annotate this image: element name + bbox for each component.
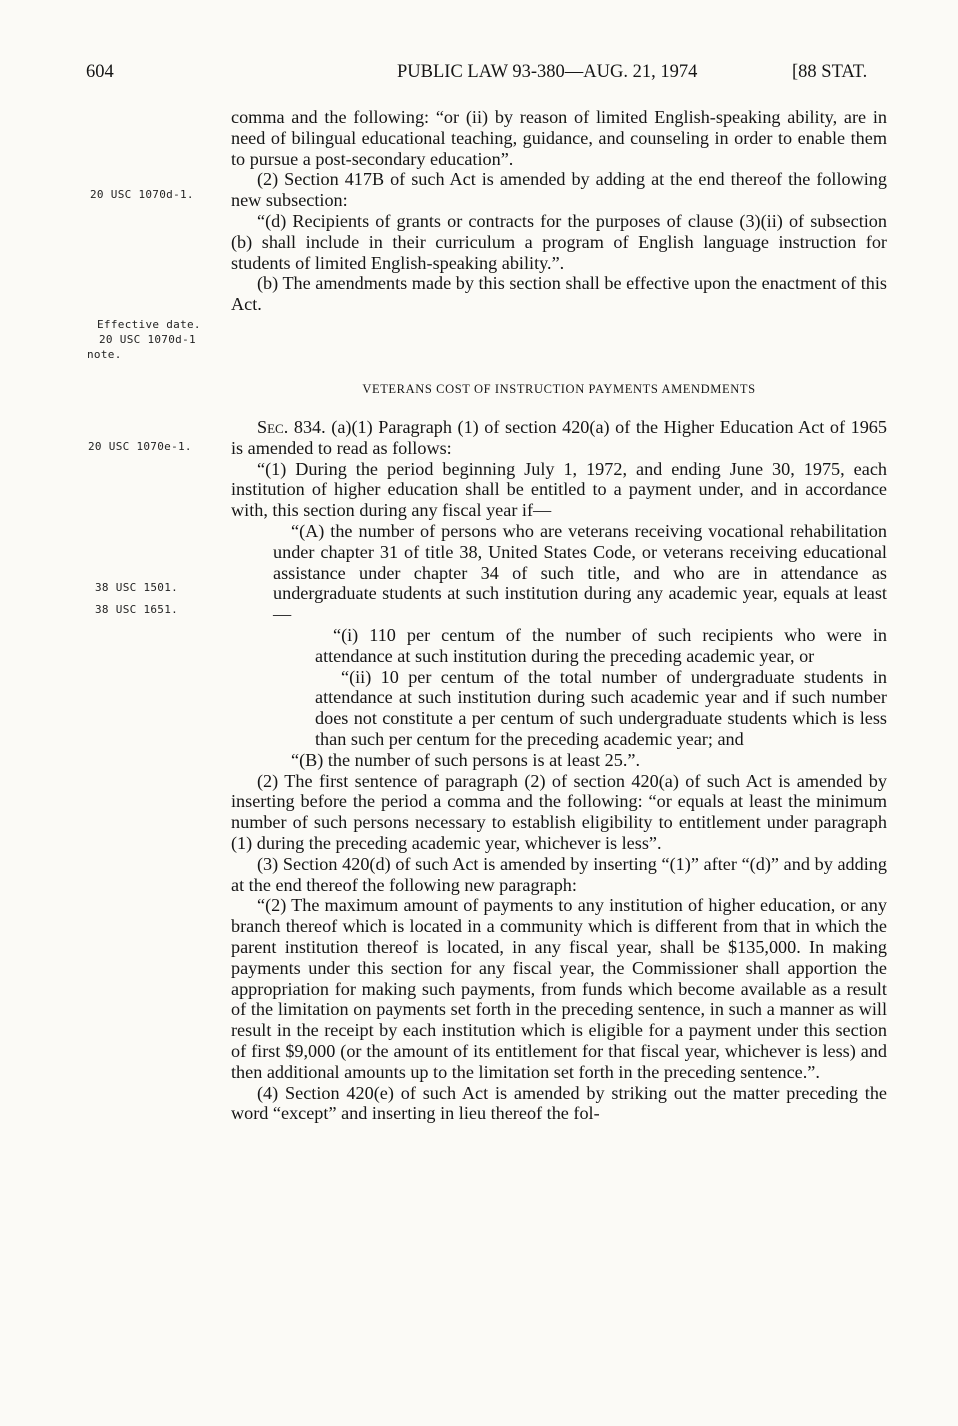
text-block-main	[231, 417, 887, 1124]
paragraph: (2) Section 417B of such Act is amended by adding at the end thereof the following new subsection:	[231, 169, 887, 211]
paragraph: (3) Section 420(d) of such Act is amended by inserting “(1)” after “(d)” and by adding at the end thereof the following new paragraph:	[231, 853, 887, 895]
text-block-top	[231, 107, 887, 315]
section-label: Sec.	[257, 417, 289, 437]
margin-note-38-usc-1651: 38 USC 1651.	[95, 603, 179, 616]
paragraph: Sec. 834. (a)(1) Paragraph (1) of section 420(a) of the Higher Education Act of 1965 is amended to read as follows:	[231, 417, 887, 458]
paragraph: (b) The amendments made by this section shall be effective upon the enactment of this Act.	[231, 273, 887, 315]
paragraph: “(B) the number of such persons is at least 25.”.	[291, 749, 641, 770]
margin-note-usc-1070d-1-cite: 20 USC 1070d-1	[99, 333, 196, 346]
statute-citation: [88 STAT.	[792, 62, 868, 82]
paragraph: “(A) the number of persons who are veterans receiving vocational rehabilitation under chapter 31 of title 38, United States Code, or veterans receiving educational assistance under chapter 34 of such title, and who are in attendance as undergraduate students at such institution during any academic year, equals at least—	[273, 520, 887, 625]
page-header	[0, 62, 958, 84]
paragraph: (2) The first sentence of paragraph (2) of section 420(a) of such Act is amended by inserting before the period a comma and the following: “or equals at least the minimum number of such persons necessary to establish eligibility to entitlement under paragraph (1) during the preceding academic year, whichever is less”.	[231, 770, 887, 853]
margin-note-38-usc-1501: 38 USC 1501.	[95, 581, 179, 594]
margin-note-note: note.	[87, 348, 122, 361]
paragraph: “(1) During the period beginning July 1, 1972, and ending June 30, 1975, each institution of higher education shall be entitled to a payment under, and in accordance with, this section during any fiscal year if—	[231, 458, 887, 521]
paragraph: “(d) Recipients of grants or contracts for the purposes of clause (3)(ii) of subsection (b) shall include in their curriculum a program of English language instruction for students of limited English-speaking ability.”.	[231, 210, 887, 273]
paragraph: (4) Section 420(e) of such Act is amended by striking out the matter preceding the word “except” and inserting in lieu thereof the fol-	[231, 1082, 887, 1124]
paragraph: “(ii) 10 per centum of the total number of undergraduate students in attendance at such institution during such academic year and if such number does not constitute a per centum of such undergraduate students which is less than such per centum for the preceding academic year; and	[315, 666, 887, 749]
page-number: 604	[86, 62, 114, 82]
margin-note-usc-1070d-1: 20 USC 1070d-1.	[90, 188, 194, 201]
running-title: PUBLIC LAW 93-380—AUG. 21, 1974	[397, 62, 698, 82]
margin-note-effective-date: Effective date.	[97, 318, 201, 331]
paragraph: “(2) The maximum amount of payments to any institution of higher education, or any branch thereof which is located in a community which is different from that in which the parent institution thereof is located, in any fiscal year, shall be $135,000. In making payments under this section for any fiscal year, the Commissioner shall apportion the appropriation for making such payments, from funds which become available as a result of the limitation on payments set forth in the preceding sentence, in such a manner as will result in the receipt by each institution which is eligible for a payment under this section of first $9,000 (or the amount of its entitlement for that fiscal year, whichever is less) and then additional amounts up to the limitation set forth in the preceding sentence.”.	[231, 895, 887, 1082]
paragraph: comma and the following: “or (ii) by reason of limited English-speaking ability, are in need of bilingual educational teaching, guidance, and counseling in order to enable them to pursue a post-secondary education”.	[231, 107, 887, 169]
paragraph: “(i) 110 per centum of the number of such recipients who were in attendance at such institution during the preceding academic year, or	[315, 624, 887, 666]
margin-note-usc-1070e-1: 20 USC 1070e-1.	[88, 440, 192, 453]
section-heading: VETERANS COST OF INSTRUCTION PAYMENTS AMENDMENTS	[362, 382, 756, 396]
